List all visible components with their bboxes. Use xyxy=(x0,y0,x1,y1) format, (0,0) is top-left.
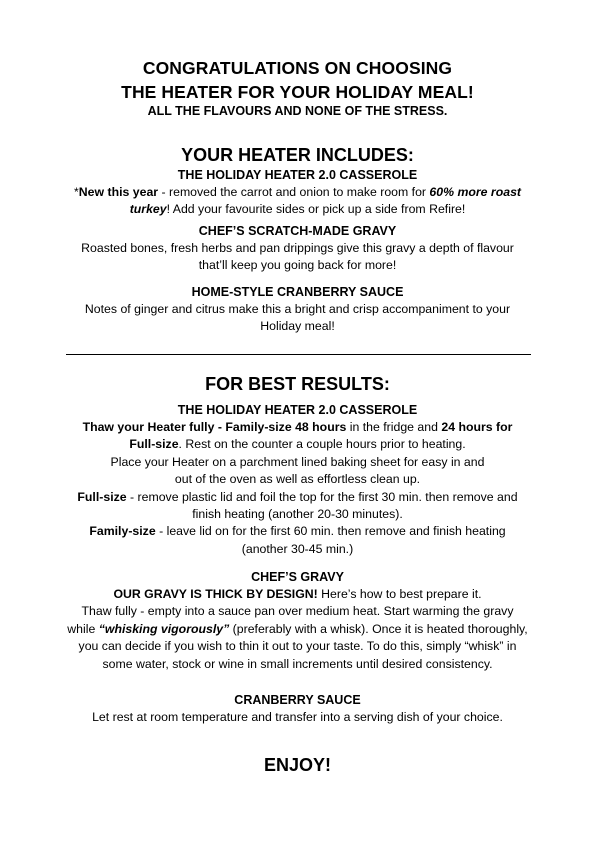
results-casserole-section xyxy=(0,402,595,558)
header-title-line-1: CONGRATULATIONS ON CHOOSING xyxy=(142,58,453,78)
results-casserole-line-7: Family-size - leave lid on for the first 60 min. then remove and finish heating xyxy=(89,524,506,539)
includes-gravy-line-2: that’ll keep you going back for more! xyxy=(198,258,397,273)
header-title-line-2: THE HEATER FOR YOUR HOLIDAY MEAL! xyxy=(121,82,474,102)
enjoy-footer: ENJOY! xyxy=(263,755,332,775)
results-casserole-line-1: Thaw your Heater fully - Family-size 48 hours in the fridge and 24 hours for xyxy=(82,420,513,434)
results-gravy-line-2: Thaw fully - empty into a sauce pan over medium heat. Start warming the gravy xyxy=(81,604,514,619)
includes-casserole-title: THE HOLIDAY HEATER 2.0 CASSEROLE xyxy=(177,168,418,182)
includes-gravy-section xyxy=(0,223,595,275)
results-gravy-line-4: you can decide if you wish to thin it out to your taste. To do this, simply “whisk” in xyxy=(78,639,517,654)
includes-gravy-line-1: Roasted bones, fresh herbs and pan drippings give this gravy a depth of flavour xyxy=(81,241,514,255)
header-tagline: ALL THE FLAVOURS AND NONE OF THE STRESS. xyxy=(147,104,448,118)
includes-gravy-title: CHEF’S SCRATCH-MADE GRAVY xyxy=(198,224,397,238)
results-casserole-line-5: Full-size - remove plastic lid and foil the top for the first 30 min. then remove and xyxy=(77,489,518,504)
includes-casserole-line-1: *New this year - removed the carrot and onion to make room for 60% more roast xyxy=(73,185,522,199)
results-casserole-line-4: out of the oven as well as effortless clean up. xyxy=(174,472,421,487)
results-gravy-section xyxy=(0,569,595,673)
results-cranberry-title: CRANBERRY SAUCE xyxy=(234,693,361,707)
includes-cranberry-title: HOME-STYLE CRANBERRY SAUCE xyxy=(191,285,404,299)
results-casserole-title: THE HOLIDAY HEATER 2.0 CASSEROLE xyxy=(177,403,418,417)
results-casserole-line-6: finish heating (another 20-30 minutes). xyxy=(192,507,403,522)
section-divider xyxy=(66,354,531,355)
includes-casserole-line-2: turkey! Add your favourite sides or pick up a side from Refire! xyxy=(129,202,466,217)
results-gravy-line-5: some water, stock or wine in small increments until desired consistency. xyxy=(102,656,493,671)
includes-cranberry-line-2: Holiday meal! xyxy=(260,319,335,334)
results-heading: FOR BEST RESULTS: xyxy=(205,374,390,394)
results-cranberry-section xyxy=(0,692,595,726)
includes-cranberry-line-1: Notes of ginger and citrus make this a bright and crisp accompaniment to your xyxy=(84,302,511,316)
results-gravy-line-1: OUR GRAVY IS THICK BY DESIGN! Here’s how to best prepare it. xyxy=(113,587,482,601)
results-casserole-line-2: Full-size. Rest on the counter a couple hours prior to heating. xyxy=(129,437,466,452)
header xyxy=(0,56,595,120)
results-cranberry-line-1: Let rest at room temperature and transfer into a serving dish of your choice. xyxy=(92,710,503,724)
results-casserole-line-8: (another 30-45 min.) xyxy=(241,541,354,556)
results-casserole-line-3: Place your Heater on a parchment lined baking sheet for easy in and xyxy=(110,454,485,469)
results-gravy-title: CHEF’S GRAVY xyxy=(251,570,344,584)
includes-heading: YOUR HEATER INCLUDES: xyxy=(181,145,414,165)
includes-casserole-section xyxy=(0,167,595,219)
results-gravy-line-3: while “whisking vigorously” (preferably with a whisk). Once it is heated thoroughly, xyxy=(67,621,528,636)
includes-cranberry-section xyxy=(0,284,595,336)
